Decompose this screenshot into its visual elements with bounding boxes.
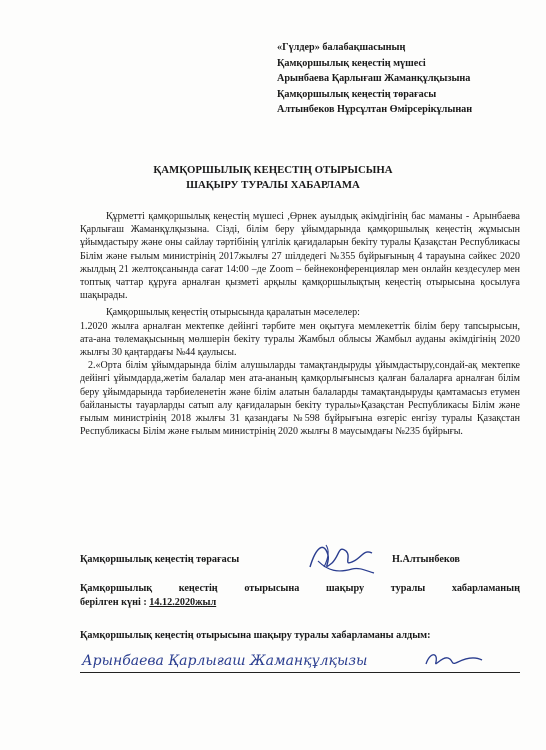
notice-word: шақыру: [325, 583, 365, 594]
document-body: [80, 210, 520, 438]
signature-row: [80, 537, 520, 567]
handwritten-receipt-signature: [74, 646, 526, 672]
invitation-paragraph: Құрметті қамқоршылық кеңестің мүшесі ,Өрнек ауылдық әкімдігінің бас маманы - Арынбаева Қарлығаш Жаманқұлқызына. Сіздi, білім беру ұйымдарында қамқоршылық кеңестің жұмысын ұйымдастыру және оны сайлау тәртібінің үлгілік қағидаларын бекіту туралы Қазақстан Республикасы Білім және ғылым министрінің 2017жылғы 27 шілдедегі №355 бұйрығының 4 тарауына сәйкес 2020 жылдың 21 желтоқсанында сағат 14:00 –де Zoom – бейнеконференциялар мен онлайн кездесулер мен топтық чаттар құруға арналған қызметі арқылы қамқоршылықтың кеңестің отырысына қосылуға шақырады.: [80, 211, 520, 302]
agenda-item-1: 1.2020 жылға арналған мектепке дейінгі тәрбите мен оқытуға мемлекеттік білім беру тапсырысын, ата-ана төлемақысының мөлшерін бекіту туралы Жамбыл облысы Жамбыл ауданы әкімдігінің 2020 жылғы 30 қаңтардағы №44 қаулысы.: [80, 320, 520, 359]
handwritten-name: Арынбаева Қарлығаш Жаманқұлқызы: [82, 653, 368, 669]
notice-word: Қамқоршылық: [80, 583, 153, 594]
title-line-2: ШАҚЫРУ ТУРАЛЫ ХАБАРЛАМА: [186, 179, 360, 191]
addressee-line: «Гүлдер» балабақшасының: [277, 42, 406, 53]
notice-date-line: [80, 596, 520, 610]
notice-word: кеңестің: [178, 583, 218, 594]
addressee-line: Арынбаева Қарлығаш Жаманқұлқызына: [277, 73, 471, 84]
title-line-1: ҚАМҚОРШЫЛЫҚ КЕҢЕСТІҢ ОТЫРЫСЫНА: [153, 164, 393, 176]
notice-line: [80, 582, 520, 596]
notice-word: хабарламаның: [451, 583, 520, 594]
signatory-name: Н.Алтынбеков: [392, 554, 460, 565]
notice-word: туралы: [390, 583, 426, 594]
addressee-line: Алтынбеков Нұрсұлтан Өмірсерікұлынан: [277, 104, 473, 115]
notice-date-label: берілген күні :: [80, 597, 147, 608]
document-title: [0, 163, 546, 193]
notice-date-value: 14.12.2020жыл: [149, 597, 217, 608]
agenda-intro: Қамқоршылық кеңестің отырысында қаралатын мәселелер:: [106, 307, 360, 319]
addressee-line: Қамқоршылық кеңестің мүшесі: [277, 57, 426, 69]
signature-role: Қамқоршылық кеңестің төрағасы: [80, 554, 240, 565]
receipt-label: Қамқоршылық кеңестің отырысына шақыру туралы хабарламаны алдым:: [80, 630, 431, 641]
receipt-underline: [80, 672, 520, 673]
agenda-item-2: 2.«Орта білім ұйымдарында білім алушыларды тамақтандыруды ұйымдастыру,сондай-ақ мектепке дейінгі ұйымдарда,жетім балалар мен ата-ананың қамқорлығынсыз қалған балаларға арналған білім беру ұйымдарында тәрбиеленетін және білім алатын балаларды тамақтандыруды қамтамасыз етумен байланысты тауарларды сатып алу қағидаларын бекіту туралы»Қазақстан Республикасы Білім және ғылым министрінің 2018 жылғы 31 қазандағы №598 бұйрығына өзгеріс енгізу туралы Қазақстан Республикасы Білім және ғылым министрінің 2020 жылғы 8 маусымдағы №235 бұйрығы.: [80, 360, 520, 438]
notice-word: отырысына: [244, 583, 300, 594]
addressee-block: [277, 40, 537, 118]
addressee-line: Қамқоршылық кеңестің төрағасы: [277, 88, 437, 100]
notice-date-block: [80, 582, 520, 610]
signature-mark: [302, 537, 378, 581]
